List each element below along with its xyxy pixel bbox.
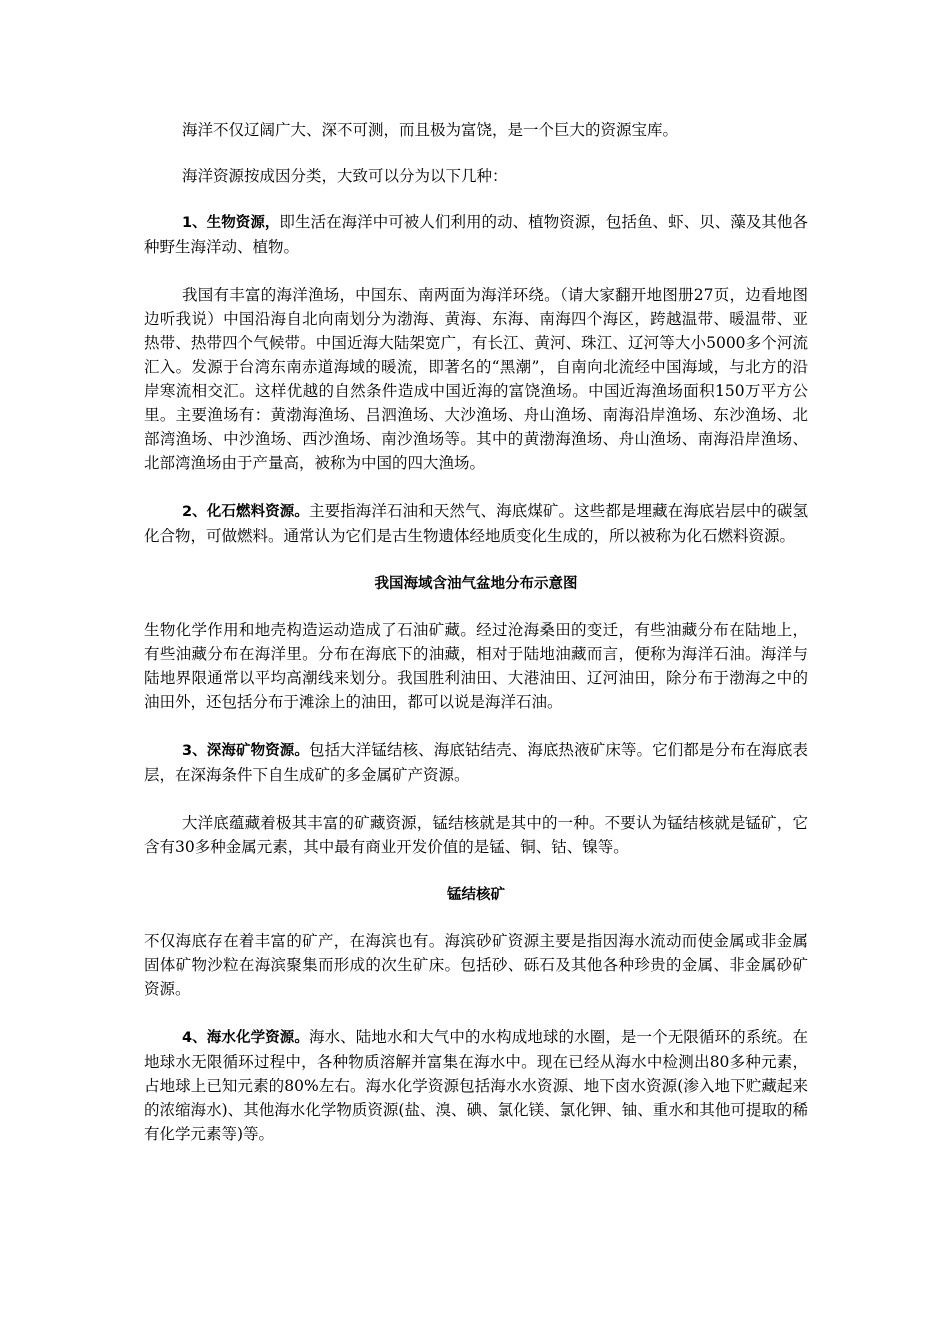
classification-paragraph: 海洋资源按成因分类，大致可以分为以下几种：	[182, 167, 508, 185]
intro-paragraph: 海洋不仅辽阔广大、深不可测，而且极为富饶，是一个巨大的资源宝库。	[182, 121, 679, 139]
manganese-nodule-paragraph: 大洋底蕴藏着极其丰富的矿藏资源，锰结核就是其中的一种。不要认为锰结核就是锰矿，它含有30多种金属元素，其中最有商业开发价值的是锰、铜、钴、镍等。	[144, 814, 808, 856]
oil-basin-caption: 我国海域含油气盆地分布示意图	[374, 576, 578, 592]
fishery-paragraph: 我国有丰富的海洋渔场，中国东、南两面为海洋环绕。（请大家翻开地图册27页，边看地图边听我说）中国沿海自北向南划分为渤海、黄海、东海、南海四个海区，跨越温带、暖温带、亚热带、热带四个气候带。中国近海大陆架宽广，有长江、黄河、珠江、辽河等大小5000多个河流汇入。发源于台湾东南赤道海域的暖流，即著名的“黑潮”，自南向北流经中国海域，与北方的沿岸寒流相交汇。这样优越的自然条件造成中国近海的富饶渔场。中国近海渔场面积150万平方公里。主要渔场有：黄渤海渔场、吕泗渔场、大沙渔场、舟山渔场、南海沿岸渔场、东沙渔场、北部湾渔场、中沙渔场、西沙渔场、南沙渔场等。其中的黄渤海渔场、舟山渔场、南海沿岸渔场、北部湾渔场由于产量高，被称为中国的四大渔场。	[144, 286, 808, 472]
bio-resources-text: 即生活在海洋中可被人们利用的动、植物资源，包括鱼、虾、贝、藻及其他各种野生海洋动、植物。	[144, 213, 808, 256]
deep-sea-mineral-paragraph	[144, 738, 808, 787]
deep-sea-mineral-heading: 3、深海矿物资源。	[182, 743, 309, 759]
fossil-fuel-text: 主要指海洋石油和天然气、海底煤矿。这些都是埋藏在海底岩层中的碳氢化合物，可做燃料。通常认为它们是古生物遗体经地质变化生成的，所以被称为化石燃料资源。	[144, 502, 808, 545]
manganese-nodule-caption: 锰结核矿	[447, 887, 505, 903]
seawater-chemical-heading: 4、海水化学资源。	[182, 1030, 309, 1046]
fossil-fuel-heading: 2、化石燃料资源。	[182, 504, 309, 520]
seawater-chemical-text: 海水、陆地水和大气中的水构成地球的水圈，是一个无限循环的系统。在地球水无限循环过程中，各种物质溶解并富集在海水中。现在已经从海水中检测出80多种元素，占地球上已知元素的80%左右。海水化学资源包括海水水资源、地下卤水资源(渗入地下贮藏起来的浓缩海水)、其他海水化学物质资源(盐、溴、碘、氯化镁、氯化钾、铀、重水和其他可提取的稀有化学元素等)等。	[144, 1028, 808, 1143]
deep-sea-mineral-text: 包括大洋锰结核、海底钴结壳、海底热液矿床等。它们都是分布在海底表层，在深海条件下自生成矿的多金属矿产资源。	[144, 741, 808, 784]
offshore-oil-paragraph: 生物化学作用和地壳构造运动造成了石油矿藏。经过沧海桑田的变迁，有些油藏分布在陆地上，有些油藏分布在海洋里。分布在海底下的油藏，相对于陆地油藏而言，便称为海洋石油。海洋与陆地界限通常以平均高潮线来划分。我国胜利油田、大港油田、辽河油田，除分布于渤海之中的油田外，还包括分布于滩涂上的油田，都可以说是海洋石油。	[144, 621, 808, 711]
bio-resources-paragraph	[144, 210, 808, 259]
coastal-sand-paragraph: 不仅海底存在着丰富的矿产，在海滨也有。海滨砂矿资源主要是指因海水流动而使金属或非金属固体矿物沙粒在海滨聚集而形成的次生矿床。包括砂、砾石及其他各种珍贵的金属、非金属砂矿资源。	[144, 932, 808, 998]
seawater-chemical-paragraph	[144, 1025, 808, 1146]
fossil-fuel-paragraph	[144, 499, 808, 548]
bio-resources-heading: 1、生物资源，	[182, 215, 280, 231]
document-page	[144, 118, 808, 1146]
